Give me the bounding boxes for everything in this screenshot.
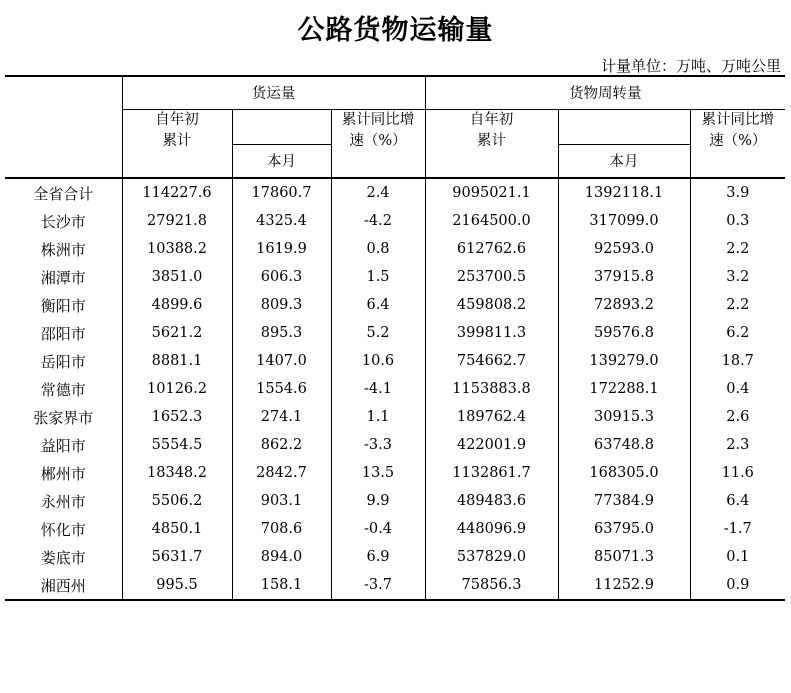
table-row xyxy=(5,263,785,291)
value-cell-v-yoy: 10.6 xyxy=(331,347,425,375)
header-freight-volume: 货运量 xyxy=(122,76,425,109)
region-cell: 全省合计 xyxy=(5,178,122,207)
value-cell-t-ytd: 537829.0 xyxy=(425,543,558,571)
value-cell-v-month: 809.3 xyxy=(232,291,331,319)
header-volume-month-blank xyxy=(232,109,331,144)
value-cell-t-ytd: 9095021.1 xyxy=(425,178,558,207)
header-volume-ytd-line1: 自年初 xyxy=(155,111,199,128)
value-cell-v-ytd: 4850.1 xyxy=(122,515,232,543)
value-cell-t-ytd: 489483.6 xyxy=(425,487,558,515)
value-cell-t-ytd: 189762.4 xyxy=(425,403,558,431)
table-row xyxy=(5,403,785,431)
value-cell-v-yoy: 1.1 xyxy=(331,403,425,431)
value-cell-t-yoy: 11.6 xyxy=(721,465,754,481)
value-cell-v-yoy: -4.1 xyxy=(331,375,425,403)
value-cell-v-ytd: 5631.7 xyxy=(122,543,232,571)
header-turnover-yoy xyxy=(690,109,785,178)
header-volume-ytd xyxy=(122,109,232,178)
value-cell-t-month: 37915.8 xyxy=(558,263,690,291)
value-cell-v-month: 1619.9 xyxy=(232,235,331,263)
value-cell-v-yoy: 1.5 xyxy=(331,263,425,291)
value-cell-v-month: 17860.7 xyxy=(232,178,331,207)
value-cell-t-month: 168305.0 xyxy=(558,459,690,487)
value-cell-v-ytd: 8881.1 xyxy=(122,347,232,375)
value-cell-t-yoy: -1.7 xyxy=(723,521,752,537)
value-cell-v-ytd: 5554.5 xyxy=(122,431,232,459)
value-cell-t-month: 92593.0 xyxy=(558,235,690,263)
region-cell: 长沙市 xyxy=(5,207,122,235)
value-cell-v-month: 2842.7 xyxy=(232,459,331,487)
value-cell-t-month: 72893.2 xyxy=(558,291,690,319)
value-cell-v-ytd: 114227.6 xyxy=(122,178,232,207)
value-cell-v-yoy: 6.9 xyxy=(331,543,425,571)
value-cell-t-yoy: 2.6 xyxy=(726,409,750,425)
table-header xyxy=(5,76,785,178)
header-turnover-month: 本月 xyxy=(558,144,690,178)
region-cell: 邵阳市 xyxy=(5,319,122,347)
value-cell-v-ytd: 5621.2 xyxy=(122,319,232,347)
value-cell-t-ytd: 612762.6 xyxy=(425,235,558,263)
region-cell: 永州市 xyxy=(5,487,122,515)
value-cell-v-yoy: 6.4 xyxy=(331,291,425,319)
value-cell-t-month: 63795.0 xyxy=(558,515,690,543)
region-cell: 湘西州 xyxy=(5,571,122,600)
value-cell-t-month: 63748.8 xyxy=(558,431,690,459)
region-cell: 益阳市 xyxy=(5,431,122,459)
value-cell-v-ytd: 10126.2 xyxy=(122,375,232,403)
value-cell-v-month: 894.0 xyxy=(232,543,331,571)
header-freight-turnover: 货物周转量 xyxy=(425,76,785,109)
value-cell-v-ytd: 27921.8 xyxy=(122,207,232,235)
header-turnover-month-blank xyxy=(558,109,690,144)
header-corner xyxy=(5,76,122,109)
value-cell-t-yoy: 2.2 xyxy=(726,297,750,313)
value-cell-t-ytd: 2164500.0 xyxy=(425,207,558,235)
region-cell: 怀化市 xyxy=(5,515,122,543)
unit-label: 计量单位：万吨、万吨公里 xyxy=(600,57,781,75)
region-cell: 株洲市 xyxy=(5,235,122,263)
header-corner-bottom xyxy=(5,144,122,178)
value-cell-v-month: 903.1 xyxy=(232,487,331,515)
header-volume-yoy-line2: 速（%） xyxy=(349,132,407,149)
value-cell-t-yoy: 0.3 xyxy=(726,213,750,229)
value-cell-t-ytd: 253700.5 xyxy=(425,263,558,291)
page-title: 公路货物运输量 xyxy=(297,15,494,46)
table-row xyxy=(5,459,785,487)
header-turnover-ytd-line2: 累计 xyxy=(477,132,507,149)
value-cell-t-month: 59576.8 xyxy=(558,319,690,347)
value-cell-t-month: 77384.9 xyxy=(558,487,690,515)
value-cell-t-yoy: 0.4 xyxy=(726,381,750,397)
value-cell-v-month: 274.1 xyxy=(232,403,331,431)
value-cell-v-ytd: 18348.2 xyxy=(122,459,232,487)
value-cell-t-month: 172288.1 xyxy=(558,375,690,403)
value-cell-v-yoy: 9.9 xyxy=(331,487,425,515)
value-cell-v-ytd: 5506.2 xyxy=(122,487,232,515)
value-cell-t-ytd: 1132861.7 xyxy=(425,459,558,487)
value-cell-t-ytd: 459808.2 xyxy=(425,291,558,319)
table-row xyxy=(5,571,785,600)
value-cell-v-yoy: 5.2 xyxy=(331,319,425,347)
header-turnover-yoy-line1: 累计同比增 xyxy=(701,111,775,128)
value-cell-t-yoy: 6.2 xyxy=(726,325,750,341)
header-corner-mid xyxy=(5,109,122,144)
value-cell-v-ytd: 3851.0 xyxy=(122,263,232,291)
value-cell-t-month: 139279.0 xyxy=(558,347,690,375)
region-cell: 常德市 xyxy=(5,375,122,403)
value-cell-t-ytd: 1153883.8 xyxy=(425,375,558,403)
header-turnover-ytd xyxy=(425,109,558,178)
value-cell-t-yoy: 2.2 xyxy=(726,241,750,257)
value-cell-t-yoy: 2.3 xyxy=(726,437,750,453)
value-cell-v-ytd: 4899.6 xyxy=(122,291,232,319)
value-cell-t-yoy: 3.2 xyxy=(726,269,750,285)
value-cell-v-yoy: 0.8 xyxy=(331,235,425,263)
header-volume-month: 本月 xyxy=(232,144,331,178)
value-cell-v-ytd: 995.5 xyxy=(122,571,232,600)
region-cell: 衡阳市 xyxy=(5,291,122,319)
value-cell-v-month: 862.2 xyxy=(232,431,331,459)
value-cell-t-month: 317099.0 xyxy=(558,207,690,235)
table-body xyxy=(5,178,785,600)
value-cell-t-ytd: 754662.7 xyxy=(425,347,558,375)
value-cell-t-ytd: 75856.3 xyxy=(425,571,558,600)
value-cell-t-yoy: 18.7 xyxy=(721,353,754,369)
region-cell: 岳阳市 xyxy=(5,347,122,375)
value-cell-v-month: 1407.0 xyxy=(232,347,331,375)
value-cell-v-month: 708.6 xyxy=(232,515,331,543)
table-row xyxy=(5,235,785,263)
value-cell-v-yoy: -0.4 xyxy=(331,515,425,543)
table-row xyxy=(5,515,785,543)
table-row xyxy=(5,487,785,515)
region-cell: 张家界市 xyxy=(5,403,122,431)
header-turnover-ytd-line1: 自年初 xyxy=(469,111,514,128)
value-cell-v-month: 606.3 xyxy=(232,263,331,291)
freight-table xyxy=(5,75,785,601)
value-cell-t-yoy: 3.9 xyxy=(690,178,785,207)
table-row xyxy=(5,319,785,347)
value-cell-t-month: 85071.3 xyxy=(558,543,690,571)
value-cell-t-yoy: 0.9 xyxy=(690,571,785,600)
value-cell-v-yoy: -3.3 xyxy=(331,431,425,459)
value-cell-t-ytd: 399811.3 xyxy=(425,319,558,347)
value-cell-v-yoy: 13.5 xyxy=(331,459,425,487)
table-row xyxy=(5,347,785,375)
value-cell-t-yoy: 6.4 xyxy=(726,493,750,509)
value-cell-t-ytd: 448096.9 xyxy=(425,515,558,543)
value-cell-v-month: 158.1 xyxy=(232,571,331,600)
value-cell-v-yoy: -4.2 xyxy=(331,207,425,235)
header-turnover-yoy-line2: 速（%） xyxy=(709,132,767,149)
value-cell-t-month: 30915.3 xyxy=(558,403,690,431)
value-cell-v-month: 895.3 xyxy=(232,319,331,347)
table-row xyxy=(5,375,785,403)
value-cell-v-month: 1554.6 xyxy=(232,375,331,403)
value-cell-v-ytd: 1652.3 xyxy=(122,403,232,431)
header-volume-ytd-line2: 累计 xyxy=(162,132,192,149)
value-cell-v-month: 4325.4 xyxy=(232,207,331,235)
value-cell-v-yoy: -3.7 xyxy=(331,571,425,600)
header-volume-yoy-line1: 累计同比增 xyxy=(341,111,415,128)
value-cell-v-yoy: 2.4 xyxy=(331,178,425,207)
value-cell-t-ytd: 422001.9 xyxy=(425,431,558,459)
region-cell: 娄底市 xyxy=(5,543,122,571)
region-cell: 郴州市 xyxy=(5,459,122,487)
value-cell-t-yoy: 0.1 xyxy=(726,549,750,565)
table-row-total xyxy=(5,178,785,207)
table-row xyxy=(5,543,785,571)
region-cell: 湘潭市 xyxy=(5,263,122,291)
table-row xyxy=(5,291,785,319)
value-cell-t-month: 11252.9 xyxy=(558,571,690,600)
value-cell-v-ytd: 10388.2 xyxy=(122,235,232,263)
header-volume-yoy xyxy=(331,109,425,178)
table-row xyxy=(5,431,785,459)
table-row xyxy=(5,207,785,235)
value-cell-t-month: 1392118.1 xyxy=(558,178,690,207)
